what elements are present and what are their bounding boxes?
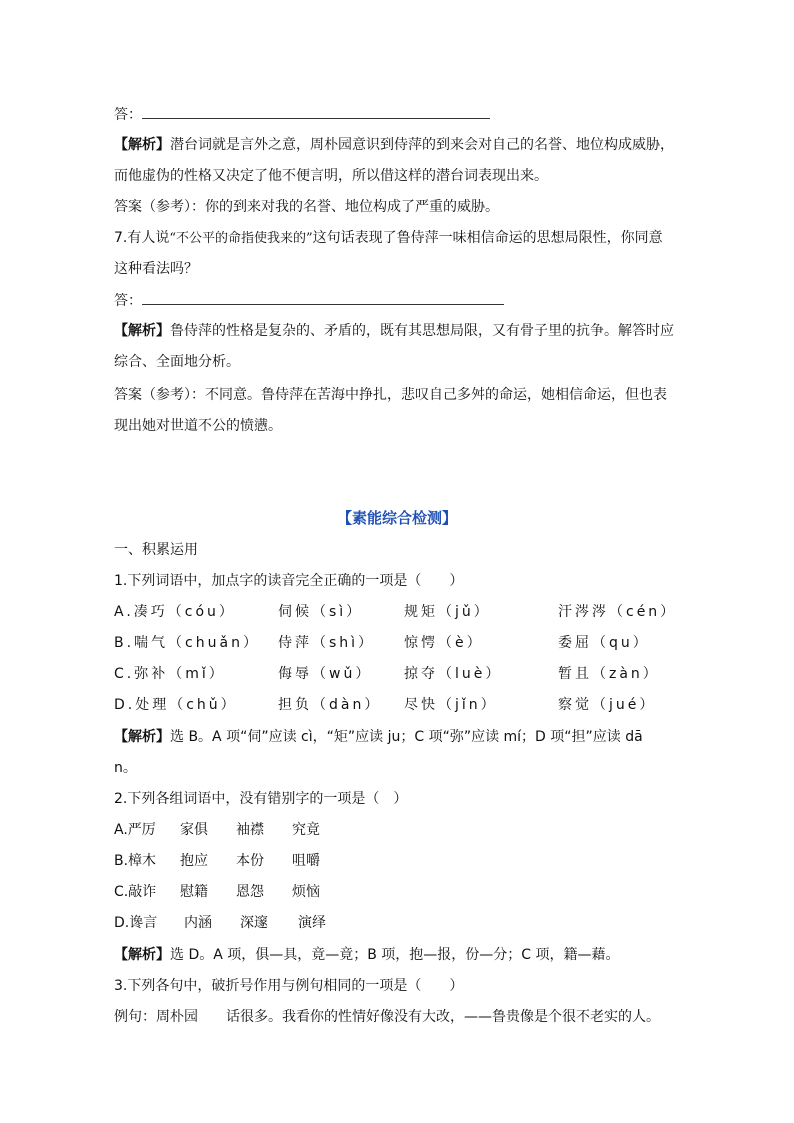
section-title: 【素能综合检测】 xyxy=(336,509,457,527)
option-word: B.樟木 xyxy=(114,853,157,869)
option-word: 察觉（jué） xyxy=(558,697,657,713)
option-word: 委屈（qu） xyxy=(558,635,650,651)
q3-example: 例句：周朴园 话很多。我看你的性情好像没有大改，——鲁贵像是个很不老实的人。 xyxy=(114,1009,660,1025)
option-word: 惊愕（è） xyxy=(404,635,484,651)
option-word: 伺候（sì） xyxy=(278,604,364,620)
option-word: C.敲诈 xyxy=(114,884,157,900)
option-word: D.谗言 xyxy=(114,915,158,931)
q7-stem-line-2: 这种看法吗？ xyxy=(114,261,198,277)
q2-analysis xyxy=(114,945,620,965)
option-word: 家俱 xyxy=(180,822,208,838)
analysis-text: 选 D。A 项，俱—具，竟—竟；B 项，抱—报，份—分；C 项，籍—藉。 xyxy=(170,947,620,963)
option-word: C.弥补（mǐ） xyxy=(114,666,226,682)
option-word: 演绎 xyxy=(298,915,326,931)
q6-analysis-line-1 xyxy=(114,135,674,155)
option-word: 尽快（jǐn） xyxy=(404,697,498,713)
q3-stem: 3.下列各句中，破折号作用与例句相同的一项是（ ） xyxy=(114,978,464,994)
option-word: A.凑巧（cóu） xyxy=(114,604,236,620)
answer-blank[interactable] xyxy=(142,104,490,119)
q7-suffix: 这句话表现了鲁侍萍一味相信命运的思想局限性，你同意 xyxy=(312,230,663,246)
option-word: 汗涔涔（cén） xyxy=(558,604,678,620)
analysis-tag: 【解析】 xyxy=(114,323,170,339)
analysis-text: 鲁侍萍的性格是复杂的、矛盾的，既有其思想局限，又有骨子里的抗争。解答时应 xyxy=(170,323,674,339)
option-word: 担负（dàn） xyxy=(278,697,382,713)
option-word: 袖襟 xyxy=(236,822,264,838)
analysis-tag: 【解析】 xyxy=(114,947,170,963)
analysis-text: 潜台词就是言外之意，周朴园意识到侍萍的到来会对自己的名誉、地位构成威胁， xyxy=(170,137,674,153)
q7-reference-line-2: 现出她对世道不公的愤懑。 xyxy=(114,418,282,434)
q7-analysis-line-1 xyxy=(114,321,674,341)
option-word: B.喘气（chuǎn） xyxy=(114,635,260,651)
q7-reference-line-1: 答案（参考）：不同意。鲁侍萍在苦海中挣扎，悲叹自己多舛的命运，她相信命运，但也表 xyxy=(114,387,667,403)
analysis-text: 选 B。A 项“伺”应读 cì，“矩”应读 ju；C 项“弥”应读 mí；D 项“担”应读 dā xyxy=(170,729,643,745)
option-word: 侮辱（wǔ） xyxy=(278,666,373,682)
answer-blank[interactable] xyxy=(142,290,504,305)
option-word: 深邃 xyxy=(240,915,268,931)
q7-quote: “不公平的命指使我来的” xyxy=(169,231,313,246)
q6-analysis-line-2: 而他虚伪的性格又决定了他不便言明，所以借这样的潜台词表现出来。 xyxy=(114,168,548,184)
q6-reference-answer: 答案（参考）：你的到来对我的名誉、地位构成了严重的威胁。 xyxy=(114,199,499,215)
q1-analysis-line-1 xyxy=(114,727,643,747)
answer-label: 答： xyxy=(114,107,142,123)
option-word: 恩怨 xyxy=(236,884,264,900)
analysis-tag: 【解析】 xyxy=(114,137,170,153)
analysis-tag: 【解析】 xyxy=(114,729,170,745)
option-word: A.严厉 xyxy=(114,822,156,838)
q2-stem: 2.下列各组词语中，没有错别字的一项是（ ） xyxy=(114,791,408,807)
option-word: 咀嚼 xyxy=(292,853,320,869)
option-word: 抱应 xyxy=(180,853,208,869)
q7-answer-line xyxy=(114,290,504,311)
q7-analysis-line-2: 综合、全面地分析。 xyxy=(114,354,240,370)
option-word: 暂且（zàn） xyxy=(558,666,660,682)
part-heading: 一、积累运用 xyxy=(114,542,198,558)
option-word: D.处理（chǔ） xyxy=(114,697,238,713)
option-word: 掠夺（luè） xyxy=(404,666,503,682)
q7-stem-line-1 xyxy=(114,228,663,249)
option-word: 本份 xyxy=(236,853,264,869)
option-word: 侍萍（shì） xyxy=(278,635,376,651)
q1-analysis-line-2: n。 xyxy=(114,760,137,776)
option-word: 规矩（jǔ） xyxy=(404,604,491,620)
option-word: 究竟 xyxy=(292,822,320,838)
option-word: 烦恼 xyxy=(292,884,320,900)
option-word: 慰籍 xyxy=(180,884,208,900)
q1-stem: 1.下列词语中，加点字的读音完全正确的一项是（ ） xyxy=(114,573,464,589)
q7-prefix: 7.有人说 xyxy=(114,230,170,246)
option-word: 内涵 xyxy=(184,915,212,931)
answer-label: 答： xyxy=(114,293,142,309)
q6-answer-line xyxy=(114,104,490,125)
